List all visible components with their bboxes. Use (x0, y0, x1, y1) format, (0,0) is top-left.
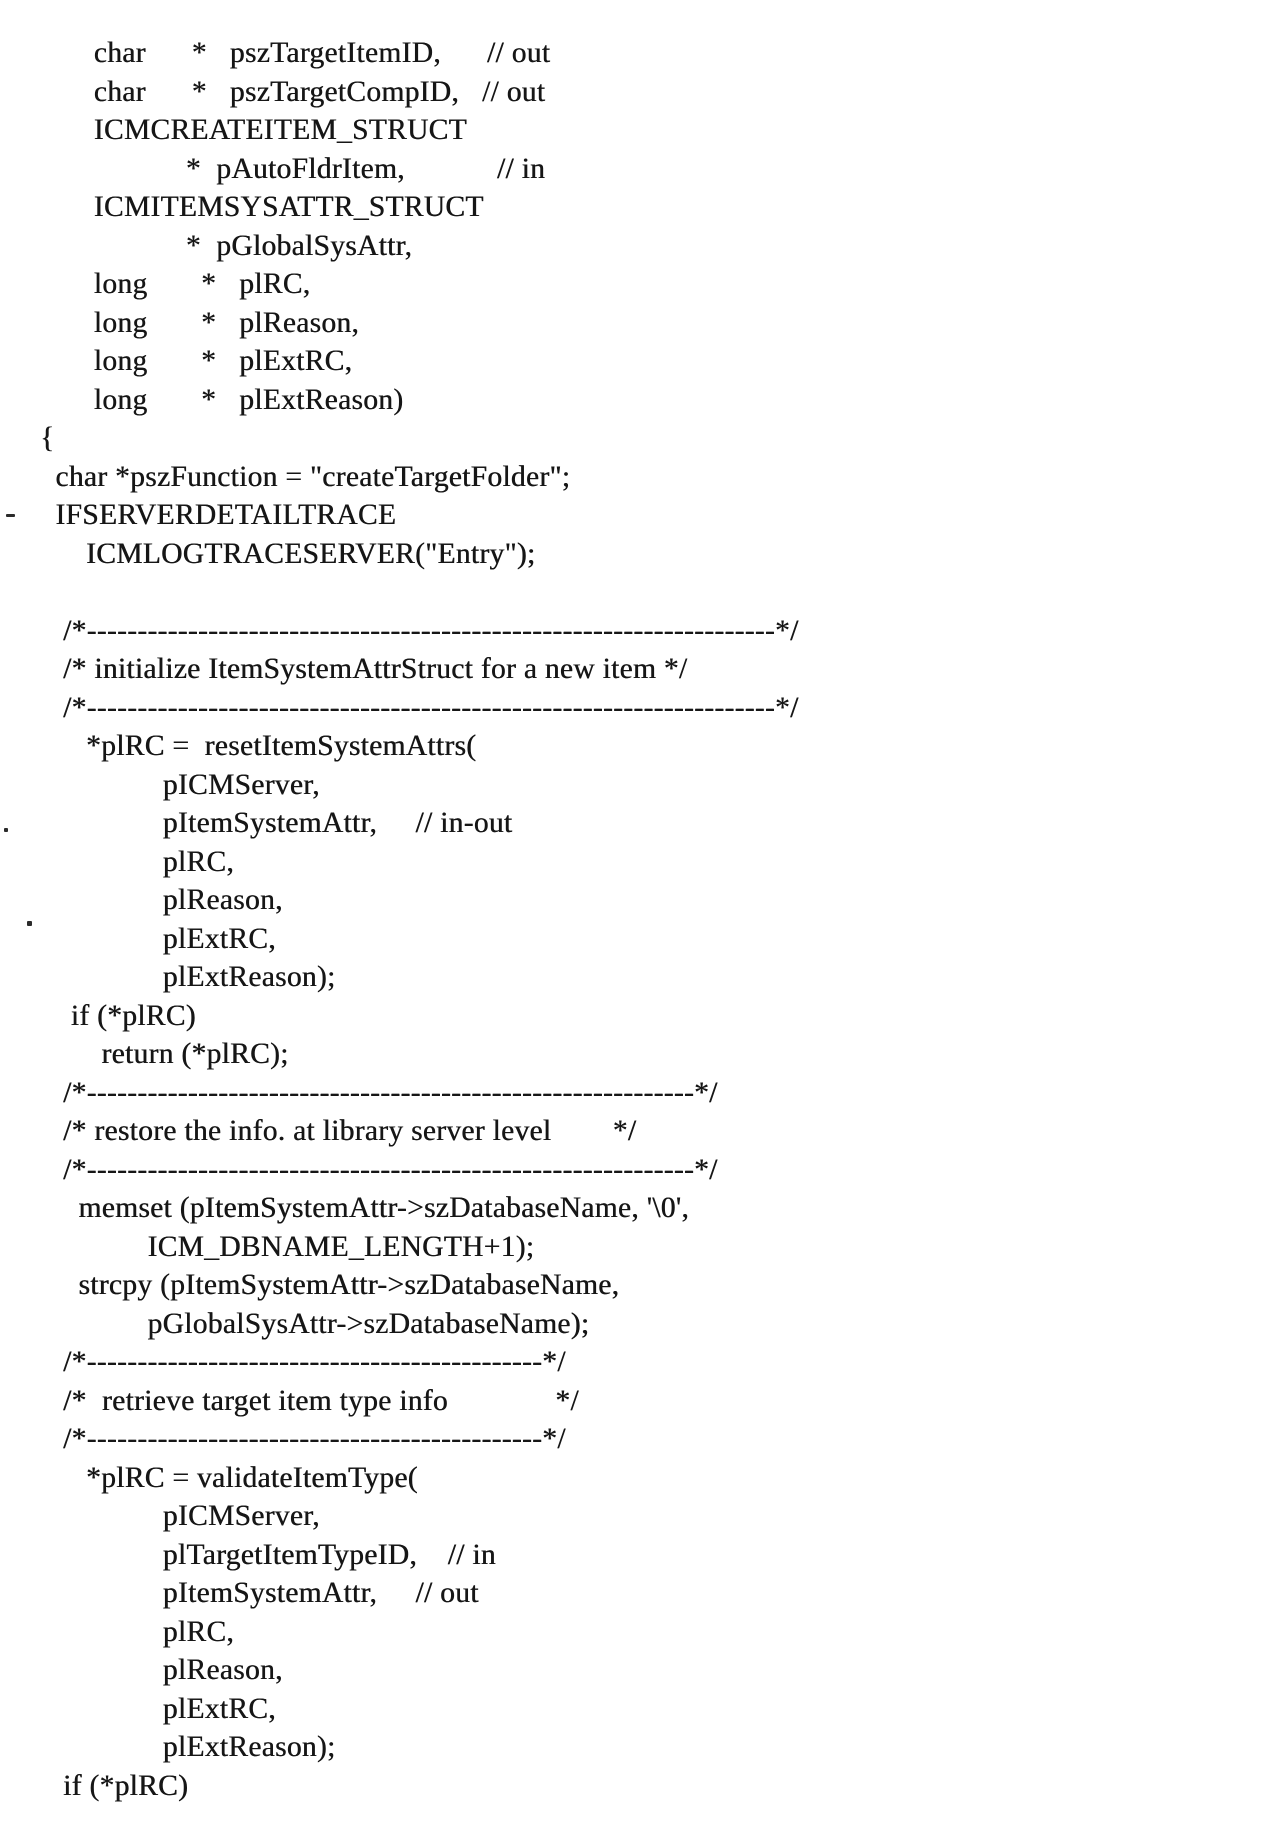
code-line: pGlobalSysAttr->szDatabaseName); (40, 1307, 590, 1340)
code-line: /*------------------------------------------------------------*/ (40, 1076, 718, 1109)
code-line: long * plRC, (40, 268, 311, 300)
code-line: plRC, (40, 845, 234, 878)
code-line: plExtReason); (40, 961, 336, 993)
code-line: * pGlobalSysAttr, (40, 229, 413, 262)
code-line: pICMServer, (40, 1500, 320, 1532)
code-line: plExtRC, (40, 1692, 276, 1725)
code-line: ICMLOGTRACESERVER("Entry"); (40, 537, 536, 570)
code-line: /*------------------------------------------------------------*/ (40, 1153, 718, 1186)
code-line: { (40, 422, 55, 454)
code-line: ICMITEMSYSATTR_STRUCT (40, 191, 484, 223)
code-line: plReason, (40, 884, 283, 916)
code-line: long * plExtReason) (40, 383, 404, 416)
code-line: char *pszFunction = "createTargetFolder"; (40, 460, 571, 493)
code-line: long * plExtRC, (40, 345, 353, 377)
code-line: plTargetItemTypeID, // in (40, 1538, 496, 1571)
code-line: plExtRC, (40, 922, 276, 955)
code-line: if (*plRC) (40, 1769, 189, 1802)
code-line: ICMCREATEITEM_STRUCT (40, 114, 467, 146)
code-line: *plRC = resetItemSystemAttrs( (40, 730, 477, 762)
code-line: * pAutoFldrItem, // in (40, 152, 546, 185)
code-line: return (*plRC); (40, 1038, 289, 1070)
code-line: plReason, (40, 1654, 283, 1686)
code-line: char * pszTargetCompID, // out (40, 75, 546, 108)
code-line: if (*plRC) (40, 999, 196, 1032)
code-line: /* restore the info. at library server level */ (40, 1115, 637, 1147)
code-line: strcpy (pItemSystemAttr->szDatabaseName, (40, 1269, 620, 1301)
code-line: pItemSystemAttr, // in-out (40, 807, 513, 839)
code-line: char * pszTargetItemID, // out (40, 37, 551, 69)
code-line: plRC, (40, 1615, 234, 1648)
code-line: plExtReason); (40, 1731, 336, 1763)
scan-speck (27, 921, 32, 926)
code-line: IFSERVERDETAILTRACE (40, 499, 397, 531)
code-line: ICM_DBNAME_LENGTH+1); (40, 1230, 535, 1263)
code-line: *plRC = validateItemType( (40, 1461, 418, 1494)
scan-speck (6, 514, 15, 517)
code-line: /* retrieve target item type info */ (40, 1384, 579, 1417)
code-line: /*--------------------------------------------------------------------*/ (40, 614, 799, 647)
code-line: /*--------------------------------------------------------------------*/ (40, 691, 799, 724)
scan-speck (4, 828, 8, 832)
code-line: memset (pItemSystemAttr->szDatabaseName, '\0', (40, 1192, 690, 1224)
code-line: /*---------------------------------------------*/ (40, 1423, 566, 1455)
code-line (40, 573, 799, 612)
code-line: /* initialize ItemSystemAttrStruct for a new item */ (40, 653, 688, 685)
code-line: long * plReason, (40, 306, 360, 339)
code-line: pItemSystemAttr, // out (40, 1577, 479, 1609)
code-line: /*---------------------------------------------*/ (40, 1346, 566, 1378)
code-line: pICMServer, (40, 768, 320, 801)
